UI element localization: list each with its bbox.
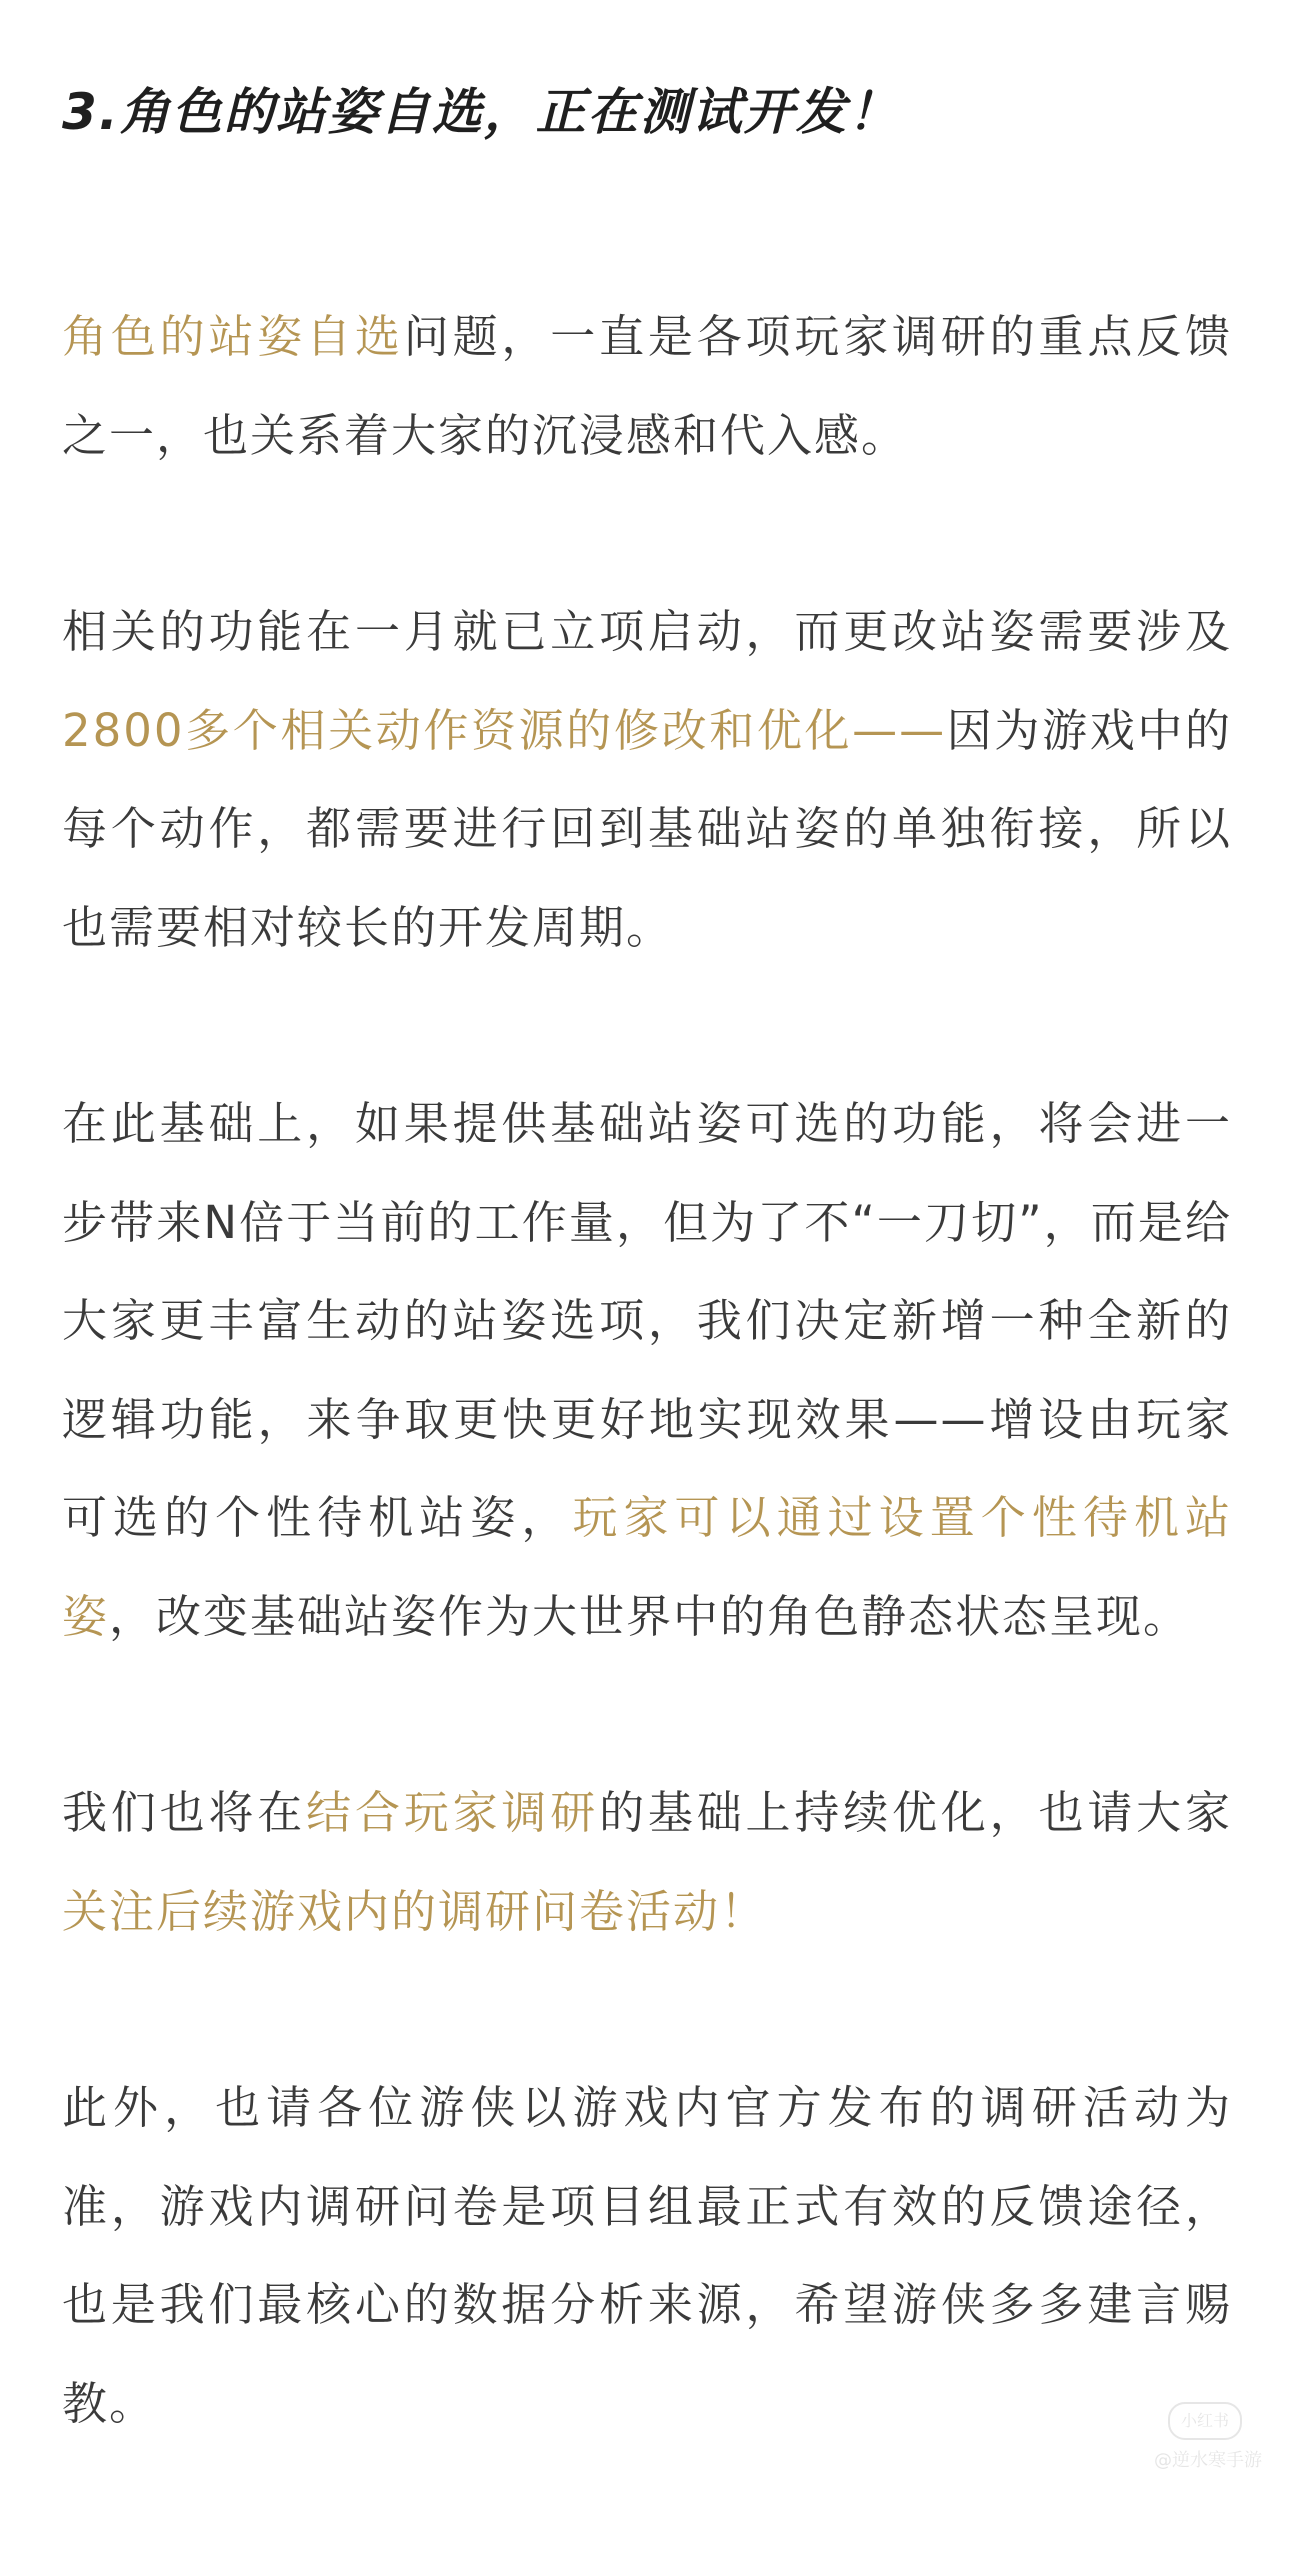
watermark-caption: @逆水寒手游 [1154, 2450, 1262, 2471]
highlight-text: 2800多个相关动作资源的修改和优化—— [62, 703, 947, 757]
body-text: 此外，也请各位游侠以游戏内官方发布的调研活动为准，游戏内调研问卷是项目组最正式有效的反馈途径，也是我们最核心的数据分析来源，希望游侠多多建言赐教。 [62, 2081, 1232, 2430]
body-text: ，改变基础站姿作为大世界中的角色静态状态呈现。 [109, 1589, 1191, 1643]
article [62, 70, 1232, 2551]
paragraph-2 [62, 583, 1232, 977]
paragraph-3 [62, 1075, 1232, 1666]
watermark [1132, 2402, 1262, 2472]
highlight-text: 关注后续游戏内的调研问卷活动！ [62, 1884, 768, 1938]
highlight-text: 玩家可以通过设置个性待机站姿 [62, 1491, 1232, 1643]
body-text: 的基础上持续优化，也请大家 [599, 1786, 1232, 1839]
body-text: 问题，一直是各项玩家调研的重点反馈之一，也关系着大家的沉浸感和代入感。 [62, 310, 1232, 462]
highlight-text: 角色的站姿自选 [62, 310, 404, 363]
paragraph-4 [62, 1764, 1232, 1961]
body-text: 在此基础上，如果提供基础站姿可选的功能，将会进一步带来N倍于当前的工作量，但为了不“一刀切”，而是给大家更丰富生动的站姿选项，我们决定新增一种全新的逻辑功能，来争取更快更好地实现效果——增设由玩家可选的个性待机站姿， [62, 1097, 1232, 1544]
body-text: 因为游戏中的每个动作，都需要进行回到基础站姿的单独衔接，所以也需要相对较长的开发周期。 [62, 703, 1232, 954]
body-text: 我们也将在 [62, 1786, 307, 1839]
highlight-text: 结合玩家调研 [306, 1786, 600, 1839]
paragraph-1 [62, 288, 1232, 485]
body-text: 相关的功能在一月就已立项启动，而更改站姿需要涉及 [62, 605, 1232, 658]
paragraph-5 [62, 2059, 1232, 2453]
section-heading: 3.角色的站姿自选，正在测试开发！ [62, 83, 900, 141]
xiaohongshu-logo-icon: 小红书 [1168, 2402, 1242, 2440]
